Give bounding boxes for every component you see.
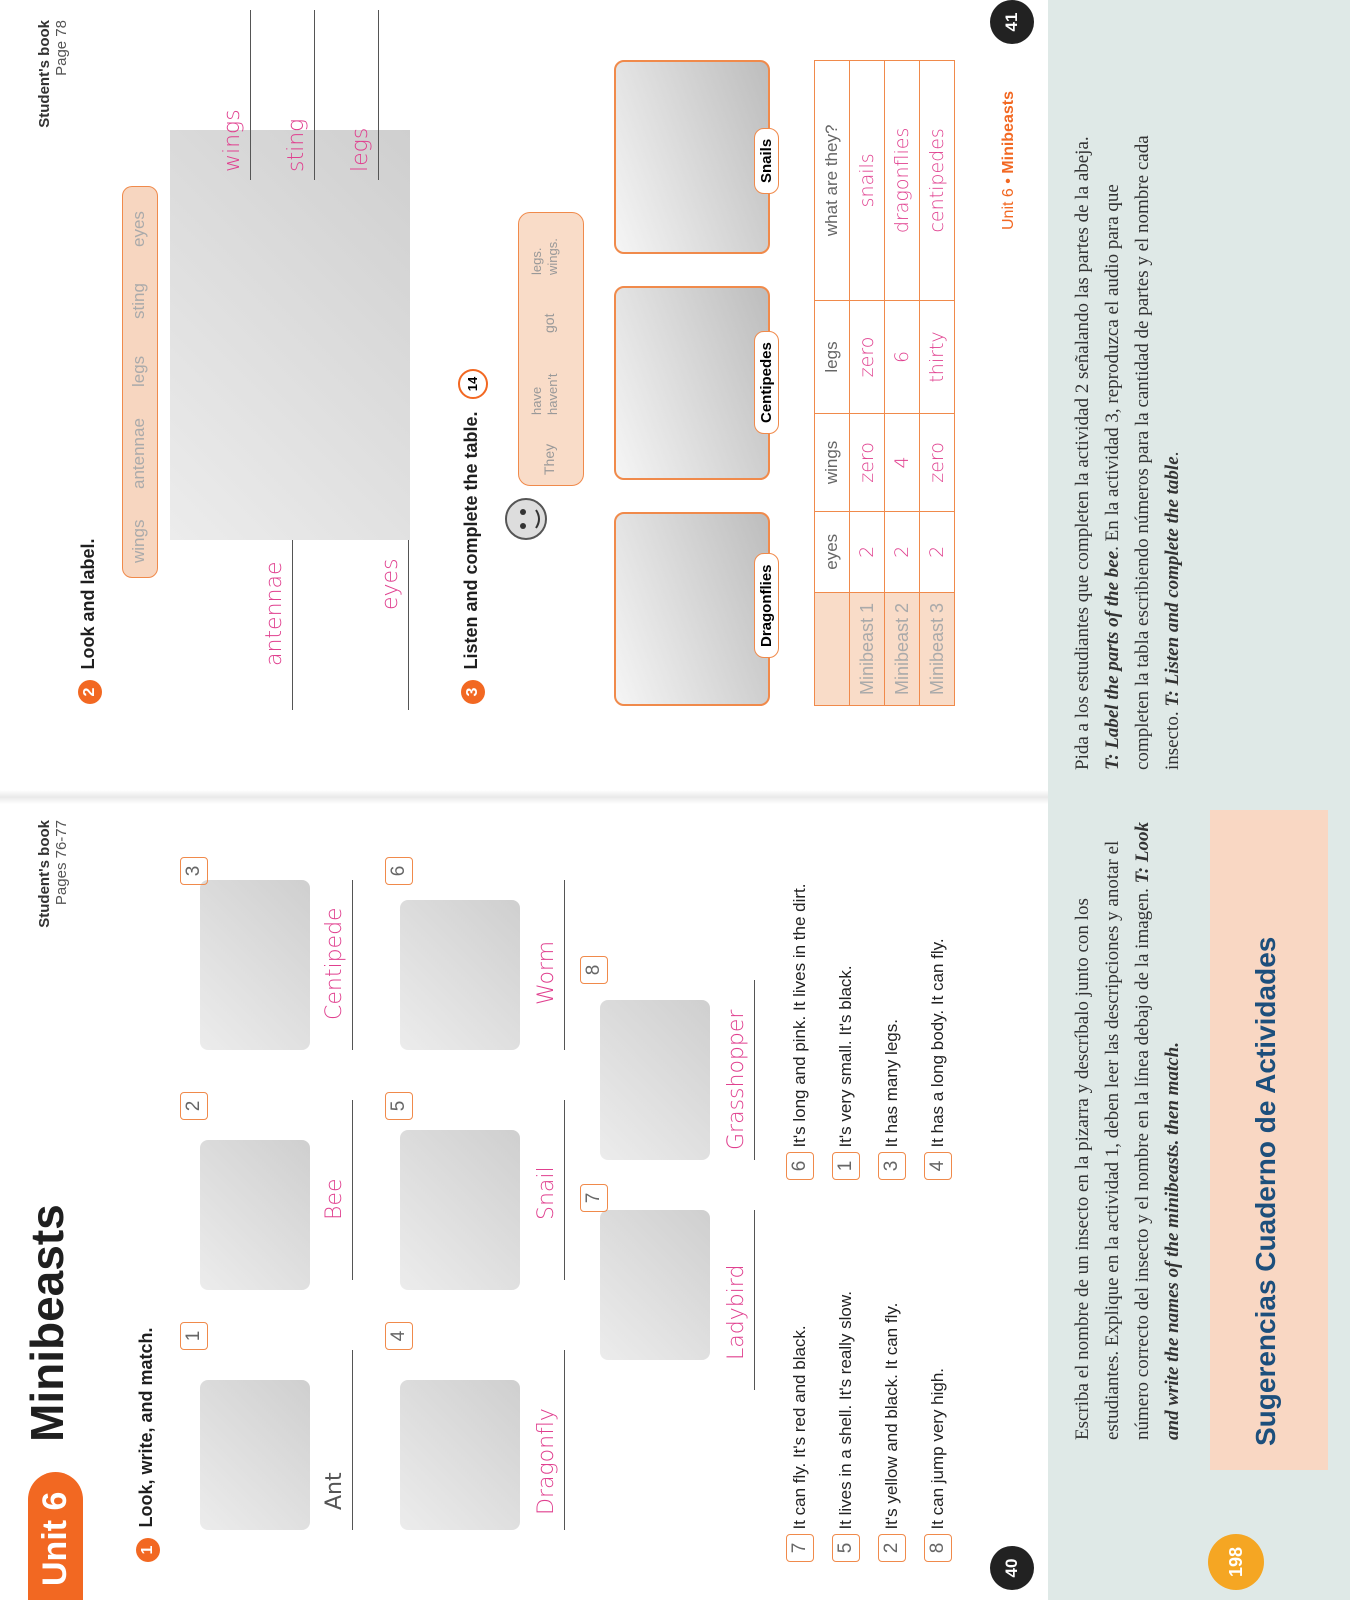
centipedes-image <box>614 286 775 480</box>
sentence-text: It has a long body. It can fly. <box>928 938 947 1148</box>
table-cell[interactable]: zero <box>850 414 885 511</box>
sentence-row <box>786 800 832 1180</box>
results-table <box>814 60 955 706</box>
sentence-row <box>832 1182 878 1562</box>
table-cell[interactable]: zero <box>850 300 885 414</box>
ladybird-image <box>600 1210 710 1360</box>
table-cell[interactable]: zero <box>920 414 955 511</box>
label-line-antennae[interactable] <box>260 540 293 710</box>
item-number-box: 5 <box>385 1092 413 1120</box>
table-cell[interactable]: centipedes <box>920 61 955 301</box>
audio-track-number: 14 <box>465 376 480 392</box>
answer-worm: Worm <box>534 940 559 1005</box>
answer-line[interactable] <box>532 1350 565 1530</box>
sentence-text: It's very small. It's black. <box>836 965 855 1148</box>
sentence-number-box[interactable]: 8 <box>924 1534 952 1562</box>
snail-image <box>400 1130 520 1290</box>
sentence-row <box>878 800 924 1180</box>
activity2-number: 2 <box>78 680 102 704</box>
activity1-header <box>136 1328 160 1562</box>
table-row-label: Minibeast 3 <box>920 593 955 706</box>
centipede-image <box>200 880 310 1050</box>
page-number-41: 41 <box>990 0 1034 44</box>
word-bank-item: antennae <box>129 418 148 489</box>
frame-choice: legs. wings. <box>529 238 560 275</box>
table-cell[interactable]: 2 <box>920 511 955 592</box>
audio-track-icon[interactable] <box>458 369 488 399</box>
answer-line[interactable] <box>320 1350 353 1530</box>
answer-grasshopper: Grasshopper <box>724 1009 749 1150</box>
unit-badge <box>28 1472 83 1600</box>
activity2-instruction: Look and label. <box>78 538 98 670</box>
sidebar-content <box>1048 0 1350 1600</box>
answer-centipede: Centipede <box>322 907 347 1020</box>
activity1-number: 1 <box>136 1538 160 1562</box>
item-number-box: 6 <box>385 857 413 885</box>
word-bank-item: legs <box>129 355 148 387</box>
sentences-left <box>786 1182 970 1562</box>
table-row <box>920 61 955 706</box>
picture-label: Snails <box>754 128 779 194</box>
sidebar-page-number: 198 <box>1208 1534 1264 1590</box>
sentence-number-box[interactable]: 4 <box>924 1152 952 1180</box>
unit-label: Unit 6 <box>36 1491 74 1586</box>
activity1-instruction: Look, write, and match. <box>136 1327 156 1528</box>
ant-image <box>200 1380 310 1530</box>
activity3-header <box>458 369 488 704</box>
item-number-box: 3 <box>180 857 208 885</box>
sidebar-paragraph-1: Escriba el nombre de un insecto en la pizarra y descríbalo junto con los estudiantes. Explique en la actividad 1, deben leer las descripciones y anotar el número correcto del insecto y el nombre en la línea debajo de la imagen. T: Look and write the names of the minibeasts. then match. <box>1072 822 1183 1440</box>
frame-word: They <box>541 443 557 475</box>
table-header-cell: wings <box>815 414 850 511</box>
page-number-40: 40 <box>990 1546 1034 1590</box>
table-cell[interactable]: 4 <box>885 414 920 511</box>
answer-bee: Bee <box>322 1178 347 1220</box>
table-cell[interactable]: snails <box>850 61 885 301</box>
sidebar-heading: Sugerencias Cuaderno de Actividades <box>1250 936 1281 1446</box>
dragonflies-image <box>614 512 775 706</box>
label-line-sting[interactable] <box>282 10 315 180</box>
sentence-text: It's long and pink. It lives in the dirt. <box>790 883 809 1148</box>
sentence-number-box[interactable]: 7 <box>786 1534 814 1562</box>
label-line-wings[interactable] <box>218 10 251 180</box>
sentence-number-box[interactable]: 5 <box>832 1534 860 1562</box>
label-antennae: antennae <box>262 561 287 666</box>
table-header-row <box>815 61 850 706</box>
table-cell[interactable]: 2 <box>885 511 920 592</box>
table-cell[interactable]: thirty <box>920 300 955 414</box>
item-number-box: 8 <box>580 956 608 984</box>
left-page <box>0 800 1048 1590</box>
table-header-cell: legs <box>815 300 850 414</box>
students-book-ref: Student's book Page 78 <box>36 20 70 128</box>
answer-line[interactable] <box>320 880 353 1050</box>
table-row-label: Minibeast 1 <box>850 593 885 706</box>
label-sting: sting <box>284 118 309 172</box>
dragonfly-image <box>400 1380 520 1530</box>
answer-dragonfly: Dragonfly <box>534 1408 559 1515</box>
item-number-box: 7 <box>580 1184 608 1212</box>
sentence-number-box[interactable]: 2 <box>878 1534 906 1562</box>
sidebar-heading-band <box>1210 810 1328 1470</box>
word-bank-item: eyes <box>129 211 148 247</box>
activity2-header <box>78 539 102 704</box>
activity3-instruction: Listen and complete the table. <box>461 411 481 670</box>
worm-image <box>400 900 520 1050</box>
word-bank-item: sting <box>129 283 148 319</box>
answer-snail: Snail <box>534 1166 559 1220</box>
bee-image <box>200 1140 310 1290</box>
sentences-right <box>786 800 970 1180</box>
label-line-legs[interactable] <box>346 10 379 180</box>
sentence-row <box>832 800 878 1180</box>
table-header-cell: eyes <box>815 511 850 592</box>
grasshopper-image <box>600 1000 710 1160</box>
item-number-box: 2 <box>180 1092 208 1120</box>
sentence-frame <box>518 212 584 486</box>
page-footer: Unit 6 • Minibeasts <box>1000 91 1017 230</box>
label-wings: wings <box>220 109 245 172</box>
table-row-label: Minibeast 2 <box>885 593 920 706</box>
sentence-row <box>786 1182 832 1562</box>
label-eyes: eyes <box>378 558 403 610</box>
answer-ladybird: Ladybird <box>724 1264 749 1360</box>
sentence-row <box>924 1182 970 1562</box>
answer-line[interactable] <box>722 1210 755 1390</box>
answer-line[interactable] <box>320 1100 353 1280</box>
sentence-row <box>878 1182 924 1562</box>
activity3-number: 3 <box>461 680 485 704</box>
sentence-number-box[interactable]: 1 <box>832 1152 860 1180</box>
picture-label: Dragonflies <box>754 553 779 658</box>
table-cell[interactable]: dragonflies <box>885 61 920 301</box>
page-title: Minibeasts <box>21 1204 73 1442</box>
table-cell[interactable]: 2 <box>850 511 885 592</box>
answer-line[interactable] <box>722 980 755 1160</box>
table-header-cell <box>815 593 850 706</box>
table-row <box>850 61 885 706</box>
answer-ant: Ant <box>322 1472 347 1510</box>
frame-word: got <box>541 313 557 333</box>
sentence-text: It can jump very high. <box>928 1367 947 1530</box>
right-page <box>0 0 1048 790</box>
table-row <box>885 61 920 706</box>
sentence-text: It's yellow and black. It can fly. <box>882 1302 901 1530</box>
word-bank <box>122 186 158 578</box>
sidebar-paragraph-2: Pida a los estudiantes que completen la actividad 2 señalando las partes de la abeja. T: Label the parts of the bee. En la actividad 3, reproduzca el audio para que completen la tabla escribiendo números para la cantidad de partes y el nombre cada insecto. T: Listen and complete the table. <box>1072 135 1183 770</box>
sentence-text: It lives in a shell. It's really slow. <box>836 1291 855 1530</box>
label-legs: legs <box>348 127 373 172</box>
sentence-text: It has many legs. <box>882 1019 901 1148</box>
sentence-row <box>924 800 970 1180</box>
answer-line[interactable] <box>532 1100 565 1280</box>
table-cell[interactable]: 6 <box>885 300 920 414</box>
sentence-number-box[interactable]: 3 <box>878 1152 906 1180</box>
sentence-text: It can fly. It's red and black. <box>790 1325 809 1530</box>
label-line-eyes[interactable] <box>376 540 409 710</box>
item-number-box: 1 <box>180 1322 208 1350</box>
table-header-cell: what are they? <box>815 61 850 301</box>
bee-photo <box>170 127 410 540</box>
students-book-ref: Student's book Pages 76-77 <box>36 820 70 928</box>
sentence-number-box[interactable]: 6 <box>786 1152 814 1180</box>
snails-image <box>614 60 775 254</box>
picture-label: Centipedes <box>754 331 779 434</box>
frame-choice: have haven't <box>529 373 560 415</box>
word-bank-item: wings <box>129 519 148 563</box>
item-number-box: 4 <box>385 1322 413 1350</box>
answer-line[interactable] <box>532 880 565 1050</box>
